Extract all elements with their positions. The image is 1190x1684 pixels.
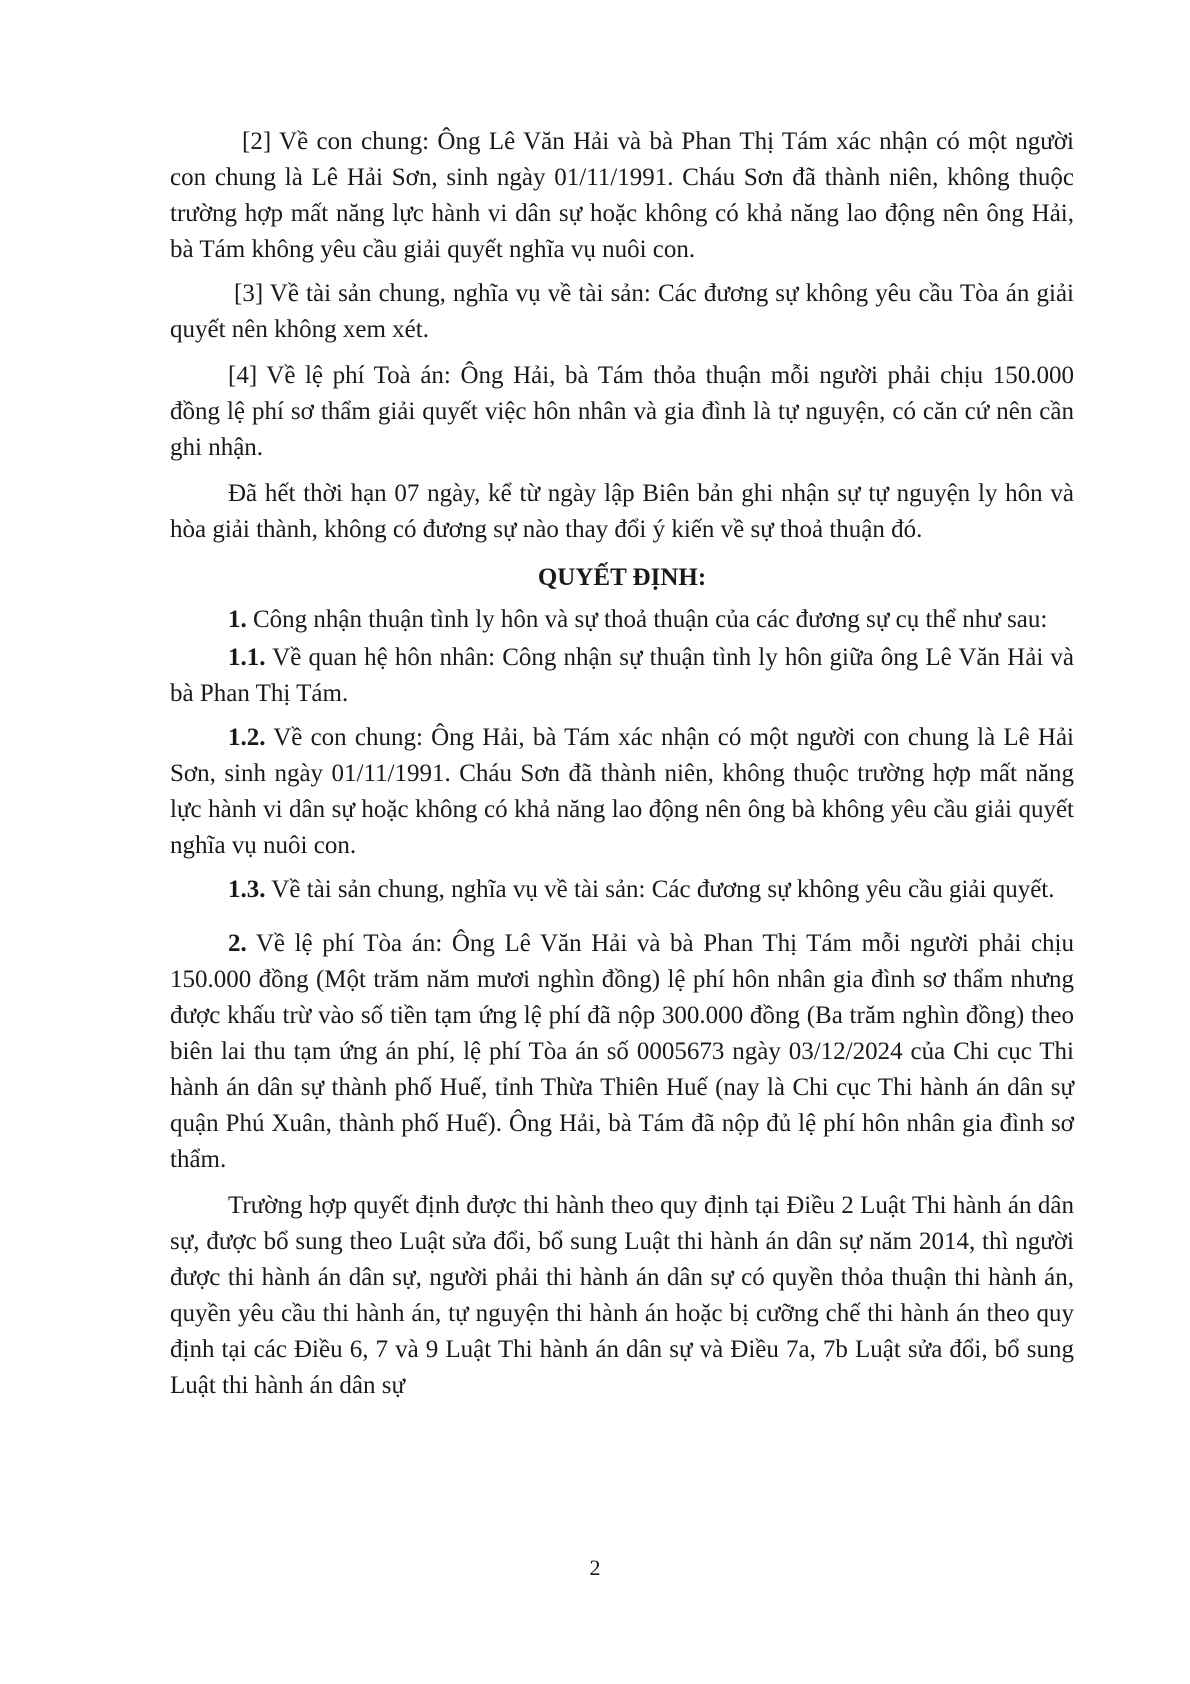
decision-item-1-2 (170, 720, 1074, 864)
decision-item-1-3 (170, 872, 1074, 908)
page-number: 2 (589, 1555, 601, 1580)
decision-item-1-number: 1. (228, 606, 247, 633)
decision-item-2-number: 2. (228, 930, 247, 957)
paragraph-common-property: [3] Về tài sản chung, nghĩa vụ về tài sản: Các đương sự không yêu cầu Tòa án giải quyết nên không xem xét. (170, 280, 1074, 343)
decision-item-1-2-number: 1.2. (228, 724, 266, 751)
decision-item-1 (170, 602, 1074, 638)
paragraph-common-child: [2] Về con chung: Ông Lê Văn Hải và bà Phan Thị Tám xác nhận có một người con chung là Lê Hải Sơn, sinh ngày 01/11/1991. Cháu Sơn đã thành niên, không thuộc trường hợp mất năng lực hành vi dân sự hoặc không có khả năng lao động nên ông Hải, bà Tám không yêu cầu giải quyết nghĩa vụ nuôi con. (170, 128, 1074, 263)
decision-item-1-text: Công nhận thuận tình ly hôn và sự thoả thuận của các đương sự cụ thể như sau: (246, 606, 1048, 633)
decision-item-2 (170, 926, 1074, 1178)
paragraph-deadline-note: Đã hết thời hạn 07 ngày, kể từ ngày lập Biên bản ghi nhận sự tự nguyện ly hôn và hòa giải thành, không có đương sự nào thay đổi ý kiến về sự thoả thuận đó. (170, 480, 1074, 543)
decision-heading: QUYẾT ĐỊNH: (537, 564, 707, 591)
decision-item-1-3-text: Về tài sản chung, nghĩa vụ về tài sản: Các đương sự không yêu cầu giải quyết. (265, 876, 1055, 903)
paragraph-court-fee: [4] Về lệ phí Toà án: Ông Hải, bà Tám thỏa thuận mỗi người phải chịu 150.000 đồng lệ phí sơ thẩm giải quyết việc hôn nhân và gia đình là tự nguyện, có căn cứ nên cần ghi nhận. (170, 362, 1074, 461)
decision-item-1-2-text: Về con chung: Ông Hải, bà Tám xác nhận có một người con chung là Lê Hải Sơn, sinh ngày 01/11/1991. Cháu Sơn đã thành niên, không thuộc trường hợp mất năng lực hành vi dân sự hoặc không có khả năng lao động nên ông bà không yêu cầu giải quyết nghĩa vụ nuôi con. (170, 724, 1074, 859)
decision-item-2-text: Về lệ phí Tòa án: Ông Lê Văn Hải và bà Phan Thị Tám mỗi người phải chịu 150.000 đồng (Một trăm năm mươi nghìn đồng) lệ phí hôn nhân gia đình sơ thẩm nhưng được khấu trừ vào số tiền tạm ứng lệ phí đã nộp 300.000 đồng (Ba trăm nghìn đồng) theo biên lai thu tạm ứng án phí, lệ phí Tòa án số 0005673 ngày 03/12/2024 của Chi cục Thi hành án dân sự thành phố Huế, tỉnh Thừa Thiên Huế (nay là Chi cục Thi hành án dân sự quận Phú Xuân, thành phố Huế). Ông Hải, bà Tám đã nộp đủ lệ phí hôn nhân gia đình sơ thẩm. (170, 930, 1074, 1173)
decision-item-1-1-text: Về quan hệ hôn nhân: Công nhận sự thuận tình ly hôn giữa ông Lê Văn Hải và bà Phan Thị Tám. (170, 644, 1074, 707)
decision-item-1-1-number: 1.1. (228, 644, 266, 671)
document-body (170, 124, 1074, 1404)
decision-item-1-1 (170, 640, 1074, 712)
decision-item-1-3-number: 1.3. (228, 876, 266, 903)
decision-closing-paragraph: Trường hợp quyết định được thi hành theo quy định tại Điều 2 Luật Thi hành án dân sự, được bổ sung theo Luật sửa đổi, bổ sung Luật thi hành án dân sự năm 2014, thì người được thi hành án dân sự, người phải thi hành án dân sự có quyền thỏa thuận thi hành án, quyền yêu cầu thi hành án, tự nguyện thi hành án hoặc bị cưỡng chế thi hành án theo quy định tại các Điều 6, 7 và 9 Luật Thi hành án dân sự và Điều 7a, 7b Luật sửa đổi, bổ sung Luật thi hành án dân sự (170, 1192, 1074, 1399)
